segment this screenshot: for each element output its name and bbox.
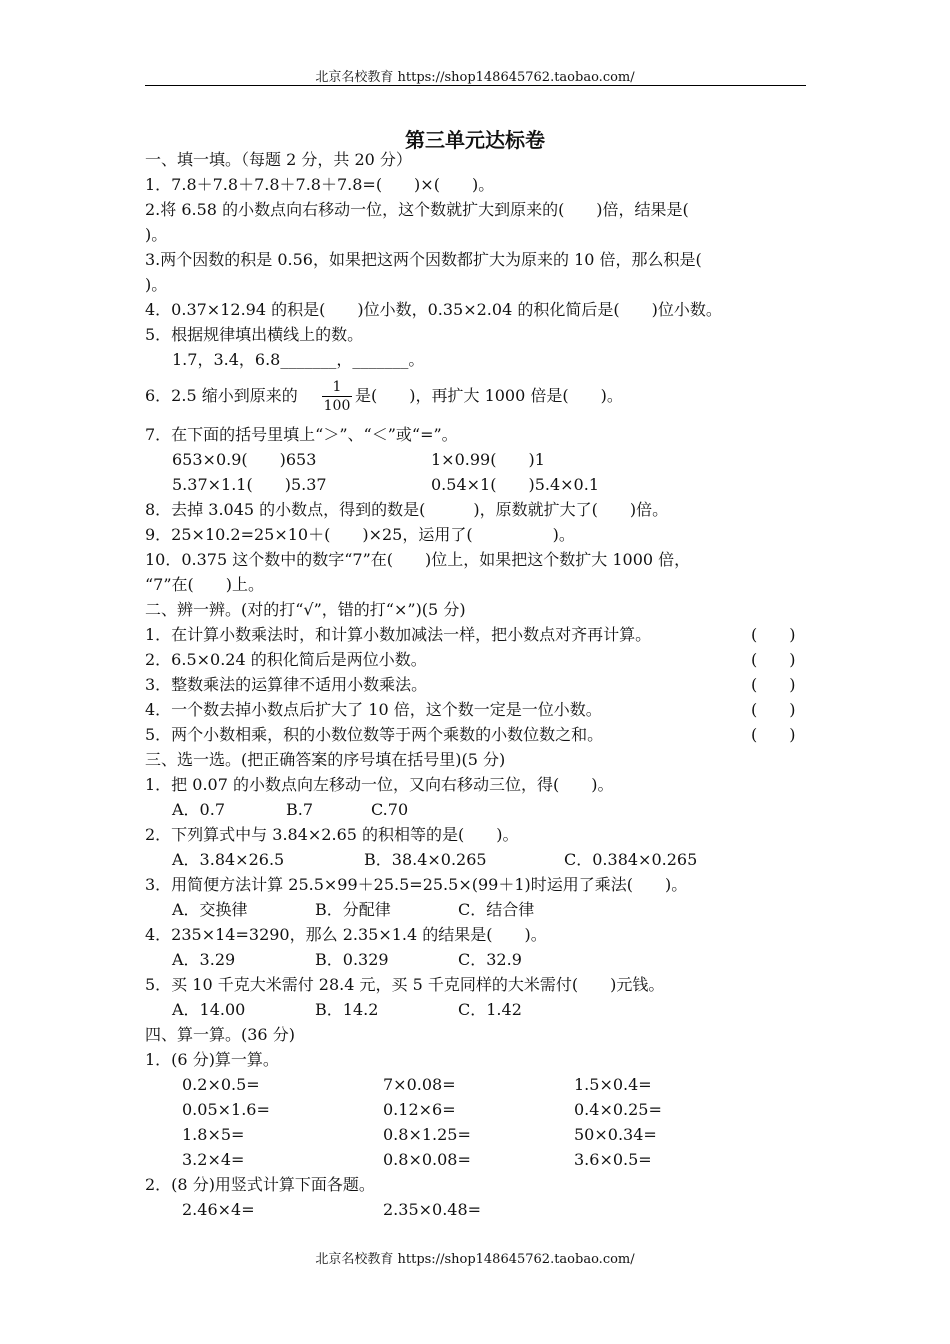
s2-item-1: 1．在计算小数乘法时，和计算小数加减法一样，把小数点对齐再计算。	[145, 625, 652, 644]
s1-question-3: 3.两个因数的积是 0.56，如果把这两个因数都扩大为原来的 10 倍，那么积是(	[145, 250, 702, 269]
vertical-calc-item: 2.46×4=	[182, 1200, 255, 1219]
s1-question-6-start: 6．2.5 缩小到原来的	[145, 386, 298, 405]
s1-question-5: 5．根据规律填出横线上的数。	[145, 325, 364, 344]
s3-q2-option-b: B．38.4×0.265	[364, 850, 487, 869]
s1-question-7: 7．在下面的括号里填上“＞”、“＜”或“=”。	[145, 425, 458, 444]
s1-question-3-cont: )。	[145, 275, 168, 294]
calc-item: 0.12×6=	[383, 1100, 456, 1119]
fraction	[322, 378, 352, 415]
calc-item: 0.8×0.08=	[383, 1150, 471, 1169]
calc-item: 50×0.34=	[574, 1125, 657, 1144]
s3-q5-option-b: B．14.2	[315, 1000, 379, 1019]
s3-q4-option-c: C．32.9	[458, 950, 522, 969]
s1-question-9: 9．25×10.2=25×10＋( )×25，运用了( )。	[145, 525, 575, 544]
page-footer: 北京名校教育 https://shop148645762.taobao.com/	[315, 1252, 635, 1267]
s3-q1-option-a: A．0.7	[172, 800, 226, 819]
calc-item: 0.05×1.6=	[182, 1100, 270, 1119]
s2-item-4: 4．一个数去掉小数点后扩大了 10 倍，这个数一定是一位小数。	[145, 700, 602, 719]
s1-question-8: 8．去掉 3.045 的小数点，得到的数是( )，原数就扩大了( )倍。	[145, 500, 669, 519]
s1-q7-row2-col2: 0.54×1( )5.4×0.1	[431, 475, 599, 494]
vertical-calc-item: 2.35×0.48=	[383, 1200, 482, 1219]
calc-item: 0.4×0.25=	[574, 1100, 662, 1119]
fraction-numerator: 1	[322, 378, 352, 397]
s2-answer-box-3: ( )	[751, 675, 796, 694]
section-3-title: 三、选一选。(把正确答案的序号填在括号里)(5 分)	[145, 750, 506, 769]
s3-q3-option-a: A．交换律	[172, 900, 248, 919]
calc-item: 0.2×0.5=	[182, 1075, 260, 1094]
s1-question-10-cont: “7”在( )上。	[145, 575, 265, 594]
s1-question-1: 1．7.8＋7.8＋7.8＋7.8＋7.8=( )×( )。	[145, 175, 495, 194]
s1-question-10: 10．0.375 这个数中的数字“7”在( )位上，如果把这个数扩大 1000 倍，	[145, 550, 691, 569]
s3-q3-option-b: B．分配律	[315, 900, 391, 919]
s3-question-4: 4．235×14=3290，那么 2.35×1.4 的结果是( )。	[145, 925, 547, 944]
s3-q2-option-c: C．0.384×0.265	[564, 850, 698, 869]
s3-q4-option-b: B．0.329	[315, 950, 389, 969]
s4-question-2: 2．(8 分)用竖式计算下面各题。	[145, 1175, 375, 1194]
s3-q5-option-a: A．14.00	[172, 1000, 246, 1019]
page-header: 北京名校教育 https://shop148645762.taobao.com/	[315, 70, 635, 85]
fraction-denominator: 100	[323, 398, 351, 414]
s3-q2-option-a: A．3.84×26.5	[172, 850, 285, 869]
s3-question-5: 5．买 10 千克大米需付 28.4 元，买 5 千克同样的大米需付( )元钱。	[145, 975, 665, 994]
header-rule	[145, 85, 806, 86]
s3-question-2: 2．下列算式中与 3.84×2.65 的积相等的是( )。	[145, 825, 519, 844]
s1-q7-row1-col1: 653×0.9( )653	[172, 450, 317, 469]
s1-q7-row1-col2: 1×0.99( )1	[431, 450, 545, 469]
calc-item: 1.5×0.4=	[574, 1075, 652, 1094]
s2-item-2: 2．6.5×0.24 的积化简后是两位小数。	[145, 650, 427, 669]
section-1-title: 一、填一填。（每题 2 分，共 20 分）	[145, 150, 412, 169]
s3-question-3: 3．用简便方法计算 25.5×99＋25.5=25.5×(99＋1)时运用了乘法( )。	[145, 875, 688, 894]
calc-item: 3.6×0.5=	[574, 1150, 652, 1169]
s3-question-1: 1．把 0.07 的小数点向左移动一位，又向右移动三位，得( )。	[145, 775, 614, 794]
s2-answer-box-2: ( )	[751, 650, 796, 669]
s1-q7-row2-col1: 5.37×1.1( )5.37	[172, 475, 327, 494]
s1-question-4: 4．0.37×12.94 的积是( )位小数，0.35×2.04 的积化简后是( )位小数。	[145, 300, 722, 319]
s3-q1-option-b: B.7	[286, 800, 314, 819]
s3-q3-option-c: C．结合律	[458, 900, 535, 919]
calc-item: 0.8×1.25=	[383, 1125, 471, 1144]
calc-item: 7×0.08=	[383, 1075, 456, 1094]
s3-q1-option-c: C.70	[371, 800, 409, 819]
section-2-title: 二、辨一辨。(对的打“√”，错的打“×”)(5 分)	[145, 600, 466, 619]
s1-question-2-cont: )。	[145, 225, 168, 244]
s3-q5-option-c: C．1.42	[458, 1000, 522, 1019]
s1-question-6-end: 是( )，再扩大 1000 倍是( )。	[355, 386, 623, 405]
s2-item-3: 3．整数乘法的运算律不适用小数乘法。	[145, 675, 428, 694]
s2-item-5: 5．两个小数相乘，积的小数位数等于两个乘数的小数位数之和。	[145, 725, 604, 744]
calc-item: 3.2×4=	[182, 1150, 245, 1169]
page-title: 第三单元达标卷	[405, 128, 545, 152]
s1-question-2: 2.将 6.58 的小数点向右移动一位，这个数就扩大到原来的( )倍，结果是(	[145, 200, 689, 219]
s4-question-1: 1．(6 分)算一算。	[145, 1050, 279, 1069]
s2-answer-box-1: ( )	[751, 625, 796, 644]
s2-answer-box-4: ( )	[751, 700, 796, 719]
s1-question-5-sequence: 1.7，3.4，6.8_______，_______。	[172, 350, 425, 369]
section-4-title: 四、算一算。(36 分)	[145, 1025, 295, 1044]
calc-item: 1.8×5=	[182, 1125, 245, 1144]
s2-answer-box-5: ( )	[751, 725, 796, 744]
s3-q4-option-a: A．3.29	[172, 950, 236, 969]
